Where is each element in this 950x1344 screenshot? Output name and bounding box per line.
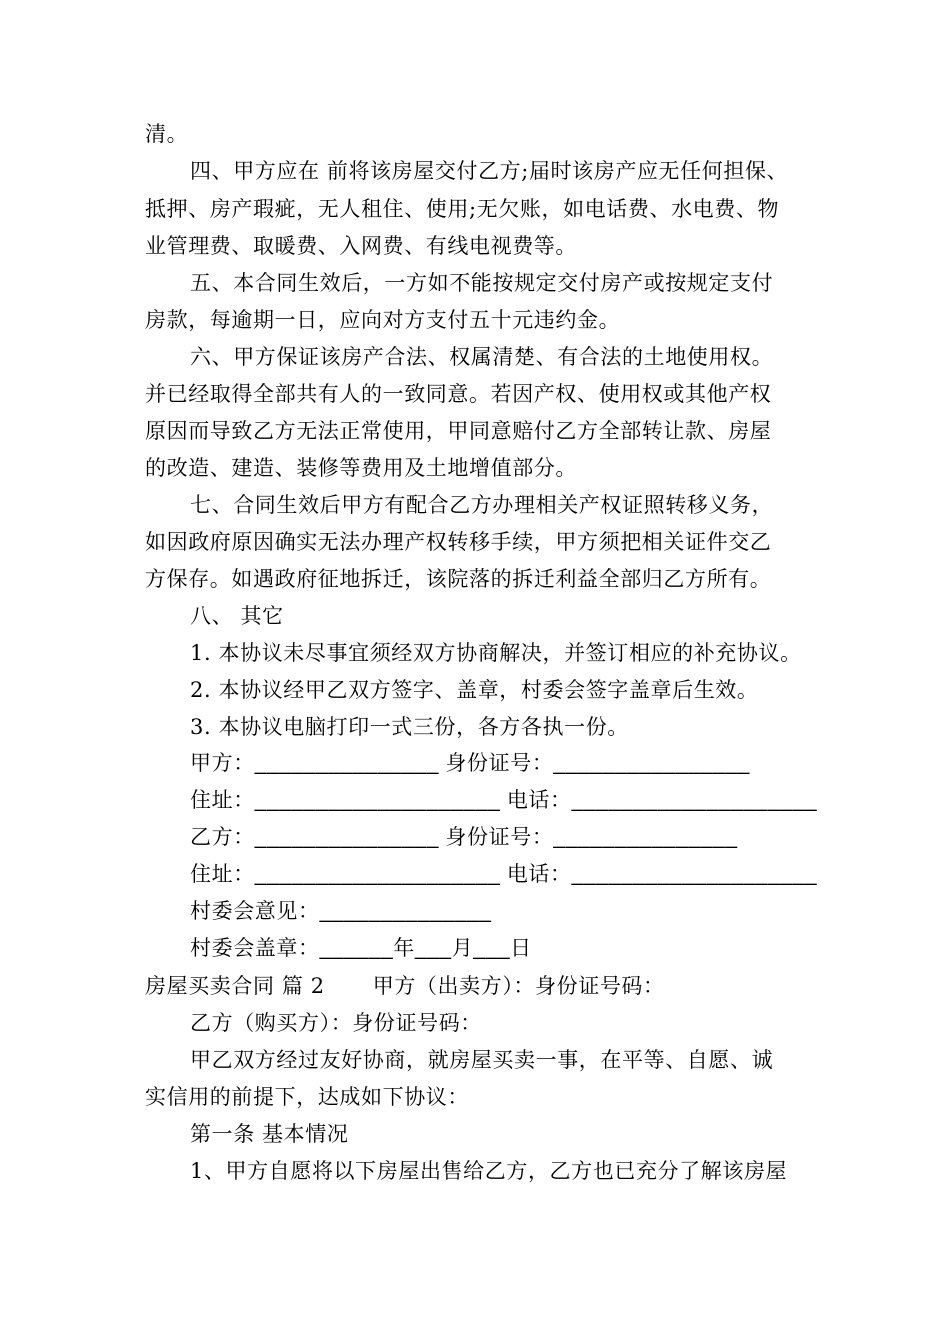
text-line: 实信用的前提下，达成如下协议： <box>145 1085 469 1109</box>
clause-five-line: 五、本合同生效后，一方如不能按规定交付房产或按规定支付 <box>190 271 774 295</box>
party-a-signature-line: 甲方：_______________ 身份证号：________________ <box>190 752 750 775</box>
text-line: 如因政府原因确实无法办理产权转移手续，甲方须把相关证件交乙 <box>145 530 772 554</box>
party-b-buyer-line: 乙方（购买方）：身份证号码： <box>190 1011 482 1035</box>
other-item-1: 1. 本协议未尽事宜须经双方协商解决，并签订相应的补充协议。 <box>190 641 802 665</box>
text-line: 业管理费、取暖费、入网费、有线电视费等。 <box>145 234 577 258</box>
village-opinion-line: 村委会意见：______________ <box>190 900 492 923</box>
clause-eight-heading: 八、 其它 <box>190 604 284 628</box>
section-party-a: 甲方（出卖方）：身份证号码： <box>372 974 665 998</box>
text-line: 原因而导致乙方无法正常使用，甲同意赔付乙方全部转让款、房屋 <box>145 419 772 443</box>
text-line: 清。 <box>145 122 189 146</box>
clause-four-line: 四、甲方应在 前将该房屋交付乙方;届时该房产应无任何担保、 <box>190 159 789 183</box>
party-b-address-line: 住址：____________________ 电话：____________________ <box>190 863 818 886</box>
text-line: 1、甲方自愿将以下房屋出售给乙方，乙方也已充分了解该房屋 <box>190 1159 788 1183</box>
party-b-signature-line: 乙方：_______________ 身份证号：_______________ <box>190 826 738 849</box>
text-line: 房款，每逾期一日，应向对方支付五十元违约金。 <box>145 308 621 332</box>
text-line: 甲乙双方经过友好协商，就房屋买卖一事，在平等、自愿、诚 <box>190 1048 774 1072</box>
clause-six-line: 六、甲方保证该房产合法、权属清楚、有合法的土地使用权。 <box>190 345 774 369</box>
other-item-2: 2. 本协议经甲乙双方签字、盖章，村委会签字盖章后生效。 <box>190 678 759 702</box>
party-a-address-line: 住址：____________________ 电话：____________________ <box>190 789 818 812</box>
text-line: 的改造、建造、装修等费用及土地增值部分。 <box>145 456 577 480</box>
text-line: 抵押、房产瑕疵，无人租住、使用;无欠账，如电话费、水电费、物 <box>145 197 780 221</box>
other-item-3: 3. 本协议电脑打印一式三份，各方各执一份。 <box>190 715 629 739</box>
clause-seven-line: 七、合同生效后甲方有配合乙方办理相关产权证照转移义务， <box>190 493 774 517</box>
village-seal-date-line: 村委会盖章：______年___月___日 <box>190 937 532 960</box>
section-title: 房屋买卖合同 篇 2 <box>145 974 325 998</box>
text-line: 方保存。如遇政府征地拆迁，该院落的拆迁利益全部归乙方所有。 <box>145 567 772 591</box>
text-line: 并已经取得全部共有人的一致同意。若因产权、使用权或其他产权 <box>145 382 772 406</box>
article-one-heading: 第一条 基本情况 <box>190 1122 349 1146</box>
section-two-heading-line <box>145 968 815 1004</box>
